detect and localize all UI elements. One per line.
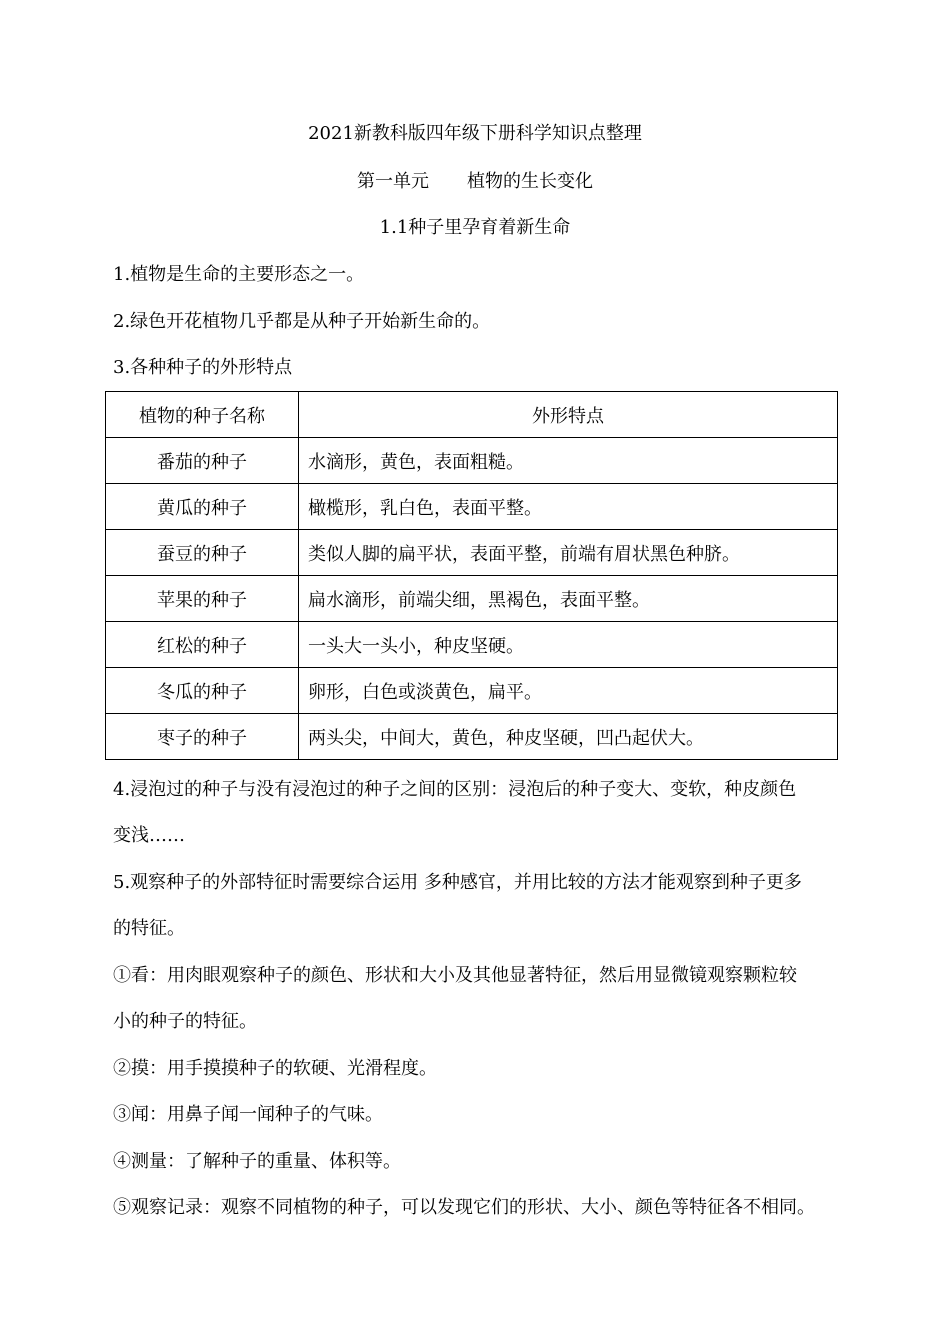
seed-feature-cell: 一头大一头小，种皮坚硬。 [299,622,838,668]
unit-name: 植物的生长变化 [467,171,593,192]
seed-feature-cell: 扁水滴形，前端尖细，黑褐色，表面平整。 [299,576,838,622]
touch-line: ②摸：用手摸摸种子的软硬、光滑程度。 [113,1058,437,1079]
seed-name-cell: 红松的种子 [106,622,299,668]
table-header-row [106,392,838,438]
table-row [106,484,838,530]
seed-feature-cell: 两头尖，中间大，黄色，种皮坚硬，凹凸起伏大。 [299,714,838,760]
record-line: ⑤观察记录：观察不同植物的种子，可以发现它们的形状、大小、颜色等特征各不相同。 [113,1197,815,1218]
document-title: 2021新教科版四年级下册科学知识点整理 [308,123,642,144]
point-5-line-2: 的特征。 [113,918,185,939]
unit-heading [0,170,950,194]
header-seed-name: 植物的种子名称 [106,392,299,438]
lesson-title: 1.1种子里孕育着新生命 [379,217,571,238]
seed-feature-cell: 类似人脚的扁平状，表面平整，前端有眉状黑色种脐。 [299,530,838,576]
table-row [106,668,838,714]
seed-name-cell: 苹果的种子 [106,576,299,622]
table-row [106,714,838,760]
point-4-line-1: 4.浸泡过的种子与没有浸泡过的种子之间的区别：浸泡后的种子变大、变软，种皮颜色 [113,779,797,800]
smell-line: ③闻：用鼻子闻一闻种子的气味。 [113,1104,383,1125]
table-row [106,530,838,576]
seed-name-cell: 冬瓜的种子 [106,668,299,714]
table-row [106,622,838,668]
point-2: 2.绿色开花植物几乎都是从种子开始新生命的。 [113,311,491,332]
seed-feature-cell: 水滴形，黄色，表面粗糙。 [299,438,838,484]
measure-line: ④测量：了解种子的重量、体积等。 [113,1151,401,1172]
point-3: 3.各种种子的外形特点 [113,357,293,378]
unit-label: 第一单元 [357,171,429,192]
seed-feature-cell: 橄榄形，乳白色，表面平整。 [299,484,838,530]
point-5-line-1: 5.观察种子的外部特征时需要综合运用 多种感官，并用比较的方法才能观察到种子更多 [113,872,802,893]
point-1: 1.植物是生命的主要形态之一。 [113,264,365,285]
table-row [106,576,838,622]
seed-name-cell: 番茄的种子 [106,438,299,484]
header-features: 外形特点 [299,392,838,438]
seed-name-cell: 枣子的种子 [106,714,299,760]
seed-name-cell: 蚕豆的种子 [106,530,299,576]
look-line-1: ①看：用肉眼观察种子的颜色、形状和大小及其他显著特征，然后用显微镜观察颗粒较 [113,965,797,986]
look-line-2: 小的种子的特征。 [113,1011,257,1032]
point-4-line-2: 变浅…… [113,825,185,846]
seed-name-cell: 黄瓜的种子 [106,484,299,530]
table-row [106,438,838,484]
seed-feature-cell: 卵形，白色或淡黄色，扁平。 [299,668,838,714]
seed-features-table [105,391,838,760]
